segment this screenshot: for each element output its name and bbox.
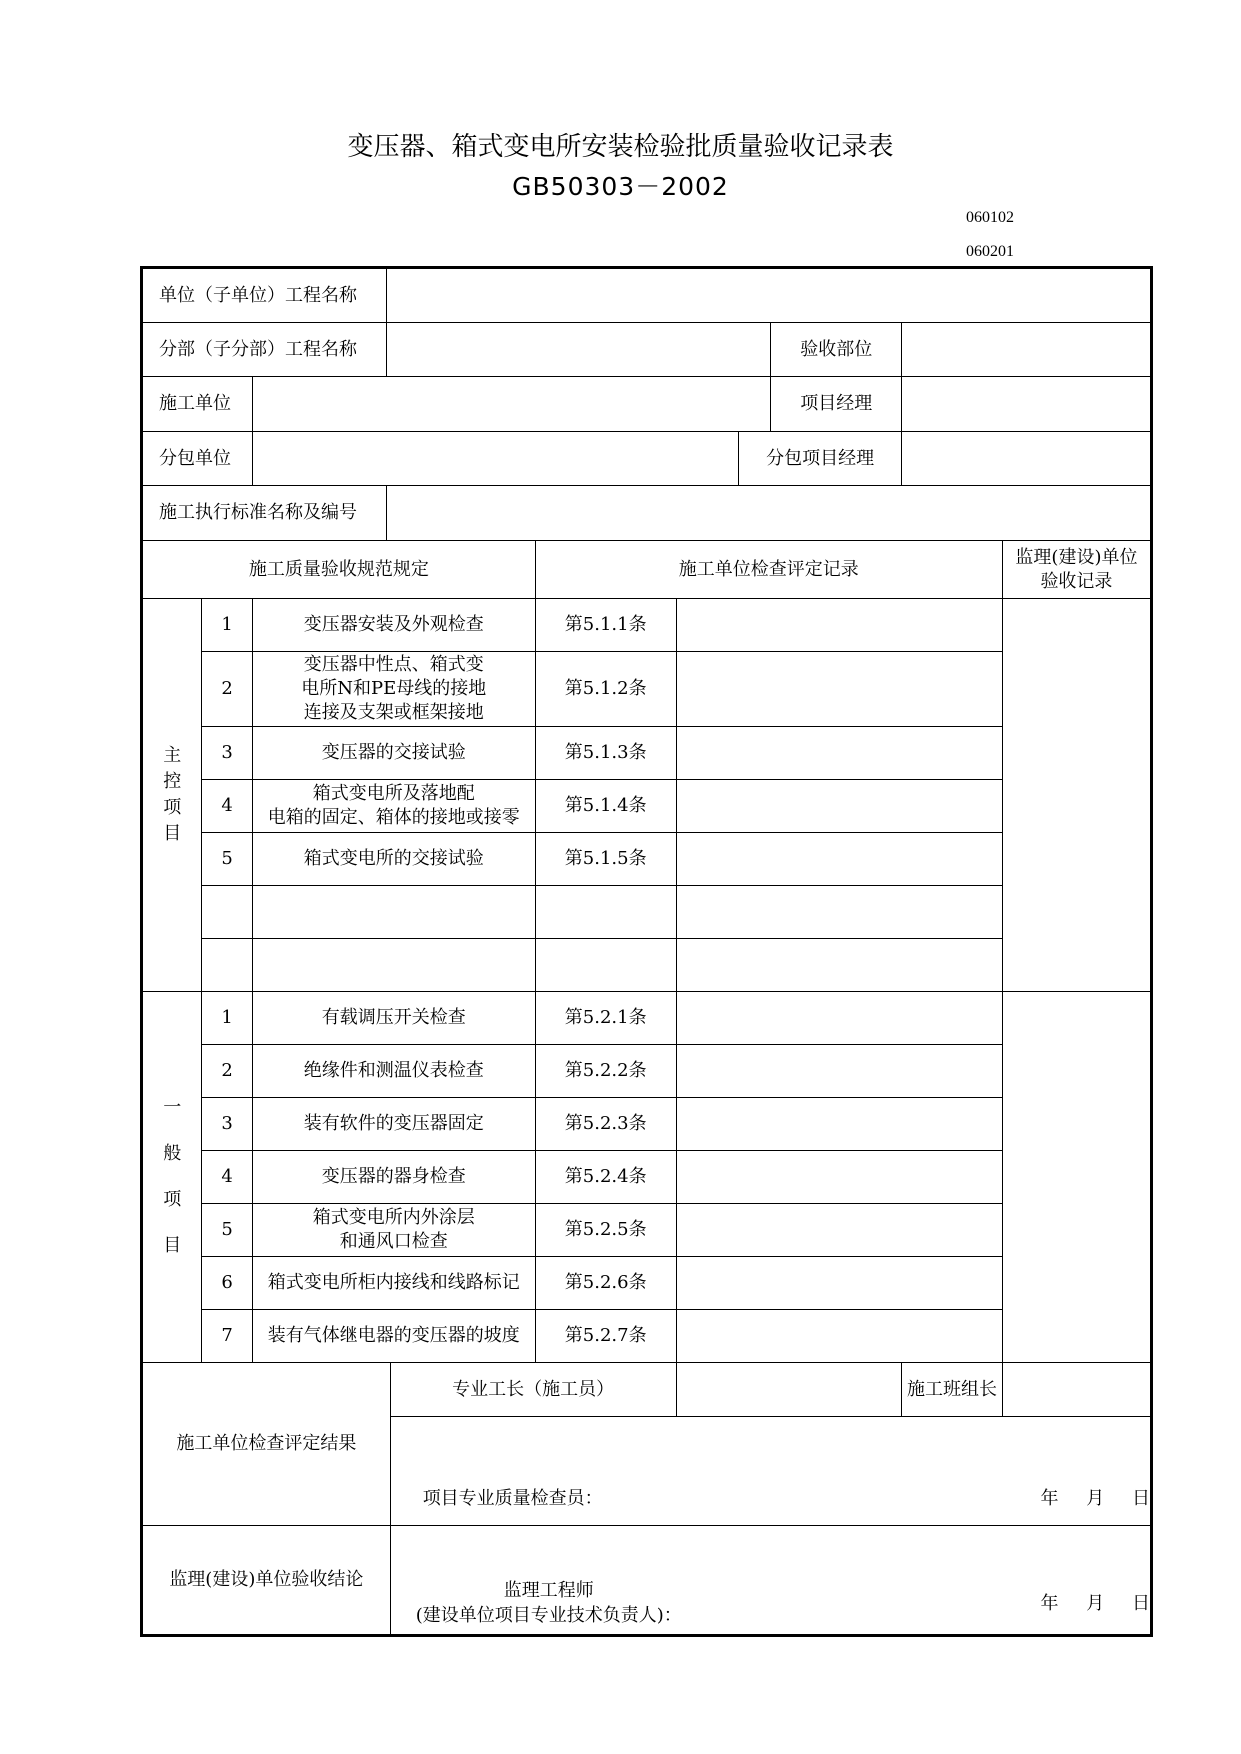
project-manager-value[interactable] bbox=[902, 377, 1152, 432]
item-description bbox=[252, 1257, 535, 1310]
supervision-header-line2: 验收记录 bbox=[1040, 570, 1113, 592]
item-number: 4 bbox=[202, 780, 252, 833]
form-code-1: 060102 bbox=[966, 209, 1014, 226]
main-group-label bbox=[142, 599, 202, 992]
main-group-char: 主 bbox=[163, 745, 182, 766]
item-description-line: 和通风口检查 bbox=[339, 1231, 448, 1252]
item-record-cell[interactable] bbox=[676, 1151, 1002, 1204]
item-number: 5 bbox=[202, 833, 252, 886]
record-column-header: 施工单位检查评定记录 bbox=[535, 541, 1002, 599]
general-item-row bbox=[142, 1098, 1152, 1151]
general-supervision-record[interactable] bbox=[1002, 992, 1151, 1363]
item-record-cell[interactable] bbox=[676, 1045, 1002, 1098]
unit-project-value[interactable] bbox=[386, 268, 1151, 323]
item-description-line: 变压器的器身检查 bbox=[321, 1166, 466, 1187]
main-item-blank-row bbox=[142, 939, 1152, 992]
supervision-signature-area bbox=[391, 1526, 1150, 1634]
supervision-column-header bbox=[1002, 541, 1151, 599]
item-description bbox=[252, 780, 535, 833]
item-description-line: 绝缘件和测温仪表检查 bbox=[303, 1060, 484, 1081]
column-header-row bbox=[142, 541, 1152, 599]
blank-description-cell[interactable] bbox=[252, 886, 535, 939]
item-clause: 第5.1.5条 bbox=[535, 833, 676, 886]
item-description bbox=[252, 1204, 535, 1257]
foreman-label: 专业工长（施工员） bbox=[390, 1363, 676, 1417]
engineer-line1: 监理工程师 bbox=[503, 1580, 594, 1601]
general-item-row bbox=[142, 1151, 1152, 1204]
subcontract-unit-label: 分包单位 bbox=[142, 432, 253, 486]
standard-code: GB50303－2002 bbox=[512, 172, 729, 201]
item-clause: 第5.2.1条 bbox=[535, 992, 676, 1045]
item-number: 5 bbox=[202, 1204, 252, 1257]
main-group-char: 目 bbox=[163, 823, 182, 844]
result-date bbox=[1019, 1487, 1150, 1511]
day-label: 日 bbox=[1132, 1488, 1150, 1509]
blank-clause-cell[interactable] bbox=[535, 886, 676, 939]
item-number: 6 bbox=[202, 1257, 252, 1310]
item-description-line: 电箱的固定、箱体的接地或接零 bbox=[267, 807, 520, 828]
construction-unit-value[interactable] bbox=[252, 377, 771, 432]
standard-name-value[interactable] bbox=[386, 486, 1151, 541]
inspection-form-table bbox=[140, 266, 1153, 1637]
blank-number-cell[interactable] bbox=[202, 886, 252, 939]
main-supervision-record[interactable] bbox=[1002, 599, 1151, 992]
main-item-row bbox=[142, 599, 1152, 652]
general-item-row bbox=[142, 992, 1152, 1045]
item-description-line: 变压器安装及外观检查 bbox=[303, 614, 484, 635]
item-number: 7 bbox=[202, 1310, 252, 1363]
item-number: 1 bbox=[202, 992, 252, 1045]
team-leader-value[interactable] bbox=[1002, 1363, 1151, 1417]
general-item-row bbox=[142, 1204, 1152, 1257]
standard-row bbox=[142, 486, 1152, 541]
item-record-cell[interactable] bbox=[676, 1310, 1002, 1363]
item-clause: 第5.1.3条 bbox=[535, 727, 676, 780]
item-number: 1 bbox=[202, 599, 252, 652]
item-record-cell[interactable] bbox=[676, 1204, 1002, 1257]
item-clause: 第5.1.4条 bbox=[535, 780, 676, 833]
blank-record-cell[interactable] bbox=[676, 886, 1002, 939]
main-item-row bbox=[142, 652, 1152, 727]
item-description bbox=[252, 1045, 535, 1098]
item-description bbox=[252, 727, 535, 780]
result-label: 施工单位检查评定结果 bbox=[142, 1363, 391, 1526]
spec-column-header: 施工质量验收规范规定 bbox=[142, 541, 536, 599]
item-record-cell[interactable] bbox=[676, 652, 1002, 727]
item-description bbox=[252, 1151, 535, 1204]
item-record-cell[interactable] bbox=[676, 992, 1002, 1045]
subcontract-unit-value[interactable] bbox=[252, 432, 738, 486]
item-number: 3 bbox=[202, 1098, 252, 1151]
item-description-line: 变压器中性点、箱式变 bbox=[303, 654, 484, 675]
blank-record-cell[interactable] bbox=[676, 939, 1002, 992]
item-clause: 第5.2.6条 bbox=[535, 1257, 676, 1310]
item-clause: 第5.2.4条 bbox=[535, 1151, 676, 1204]
main-item-row bbox=[142, 833, 1152, 886]
foreman-row bbox=[142, 1363, 1152, 1417]
item-clause: 第5.2.7条 bbox=[535, 1310, 676, 1363]
general-item-row bbox=[142, 1310, 1152, 1363]
team-leader-label: 施工班组长 bbox=[902, 1363, 1003, 1417]
month-label: 月 bbox=[1086, 1488, 1105, 1509]
document-title: 变压器、箱式变电所安装检验批质量验收记录表 bbox=[347, 132, 894, 162]
item-record-cell[interactable] bbox=[676, 727, 1002, 780]
item-number: 2 bbox=[202, 652, 252, 727]
item-clause: 第5.2.3条 bbox=[535, 1098, 676, 1151]
item-description-line: 装有软件的变压器固定 bbox=[303, 1113, 484, 1134]
item-number: 3 bbox=[202, 727, 252, 780]
result-signature-area bbox=[391, 1417, 1150, 1525]
item-record-cell[interactable] bbox=[676, 1098, 1002, 1151]
foreman-value[interactable] bbox=[676, 1363, 902, 1417]
item-record-cell[interactable] bbox=[676, 833, 1002, 886]
item-description bbox=[252, 599, 535, 652]
unit-project-label: 单位（子单位）工程名称 bbox=[142, 268, 387, 323]
form-code-2: 060201 bbox=[966, 243, 1014, 260]
main-group-char: 项 bbox=[163, 797, 182, 818]
item-description bbox=[252, 652, 535, 727]
blank-clause-cell[interactable] bbox=[535, 939, 676, 992]
supervision-header-line1: 监理(建设)单位 bbox=[1015, 546, 1138, 568]
main-item-blank-row bbox=[142, 886, 1152, 939]
item-description-line: 电所N和PE母线的接地 bbox=[301, 678, 487, 699]
item-clause: 第5.2.2条 bbox=[535, 1045, 676, 1098]
project-manager-label: 项目经理 bbox=[771, 377, 902, 432]
year-label: 年 bbox=[1040, 1593, 1059, 1614]
supervision-signature-cell[interactable] bbox=[390, 1526, 1151, 1636]
division-label: 分部（子分部）工程名称 bbox=[142, 323, 387, 377]
main-group-char: 控 bbox=[163, 771, 182, 792]
item-description-line: 箱式变电所及落地配 bbox=[312, 783, 475, 804]
supervision-conclusion-label: 监理(建设)单位验收结论 bbox=[142, 1526, 391, 1636]
item-description-line: 有载调压开关检查 bbox=[321, 1007, 466, 1028]
item-record-cell[interactable] bbox=[676, 780, 1002, 833]
result-signature-cell[interactable] bbox=[390, 1417, 1151, 1526]
engineer-label bbox=[416, 1578, 682, 1628]
item-description-line: 变压器的交接试验 bbox=[321, 742, 466, 763]
month-label: 月 bbox=[1086, 1593, 1105, 1614]
item-description bbox=[252, 1098, 535, 1151]
general-group-char: 一 bbox=[163, 1097, 182, 1118]
construction-unit-label: 施工单位 bbox=[142, 377, 253, 432]
supervision-row bbox=[142, 1526, 1152, 1636]
item-clause: 第5.2.5条 bbox=[535, 1204, 676, 1257]
year-label: 年 bbox=[1040, 1488, 1059, 1509]
blank-number-cell[interactable] bbox=[202, 939, 252, 992]
standard-name-label: 施工执行标准名称及编号 bbox=[142, 486, 387, 541]
item-number: 4 bbox=[202, 1151, 252, 1204]
supervision-date bbox=[1019, 1592, 1150, 1616]
inspector-label: 项目专业质量检查员： bbox=[422, 1488, 603, 1509]
subcontract-row bbox=[142, 432, 1152, 486]
acceptance-part-value[interactable] bbox=[902, 323, 1152, 377]
general-item-row bbox=[142, 1257, 1152, 1310]
item-record-cell[interactable] bbox=[676, 1257, 1002, 1310]
item-record-cell[interactable] bbox=[676, 599, 1002, 652]
general-group-label bbox=[142, 992, 202, 1363]
item-description-line: 箱式变电所内外涂层 bbox=[312, 1207, 475, 1228]
main-item-row bbox=[142, 780, 1152, 833]
item-description bbox=[252, 992, 535, 1045]
item-description-line: 连接及支架或框架接地 bbox=[303, 702, 484, 723]
division-row bbox=[142, 323, 1152, 377]
general-group-char: 般 bbox=[163, 1143, 182, 1164]
item-number: 2 bbox=[202, 1045, 252, 1098]
item-description-line: 装有气体继电器的变压器的坡度 bbox=[267, 1325, 520, 1346]
main-item-row bbox=[142, 727, 1152, 780]
subcontract-manager-value[interactable] bbox=[902, 432, 1152, 486]
item-description-line: 箱式变电所的交接试验 bbox=[303, 848, 484, 869]
item-clause: 第5.1.2条 bbox=[535, 652, 676, 727]
item-description bbox=[252, 833, 535, 886]
subcontract-manager-label: 分包项目经理 bbox=[739, 432, 902, 486]
engineer-line2: (建设单位项目专业技术负责人)： bbox=[415, 1605, 682, 1626]
construction-unit-row bbox=[142, 377, 1152, 432]
blank-description-cell[interactable] bbox=[252, 939, 535, 992]
day-label: 日 bbox=[1132, 1593, 1150, 1614]
item-clause: 第5.1.1条 bbox=[535, 599, 676, 652]
general-item-row bbox=[142, 1045, 1152, 1098]
division-value[interactable] bbox=[386, 323, 771, 377]
item-description bbox=[252, 1310, 535, 1363]
acceptance-part-label: 验收部位 bbox=[771, 323, 902, 377]
general-group-char: 项 bbox=[163, 1189, 182, 1210]
unit-project-row bbox=[142, 268, 1152, 323]
general-group-char: 目 bbox=[163, 1235, 182, 1256]
item-description-line: 箱式变电所柜内接线和线路标记 bbox=[267, 1272, 520, 1293]
